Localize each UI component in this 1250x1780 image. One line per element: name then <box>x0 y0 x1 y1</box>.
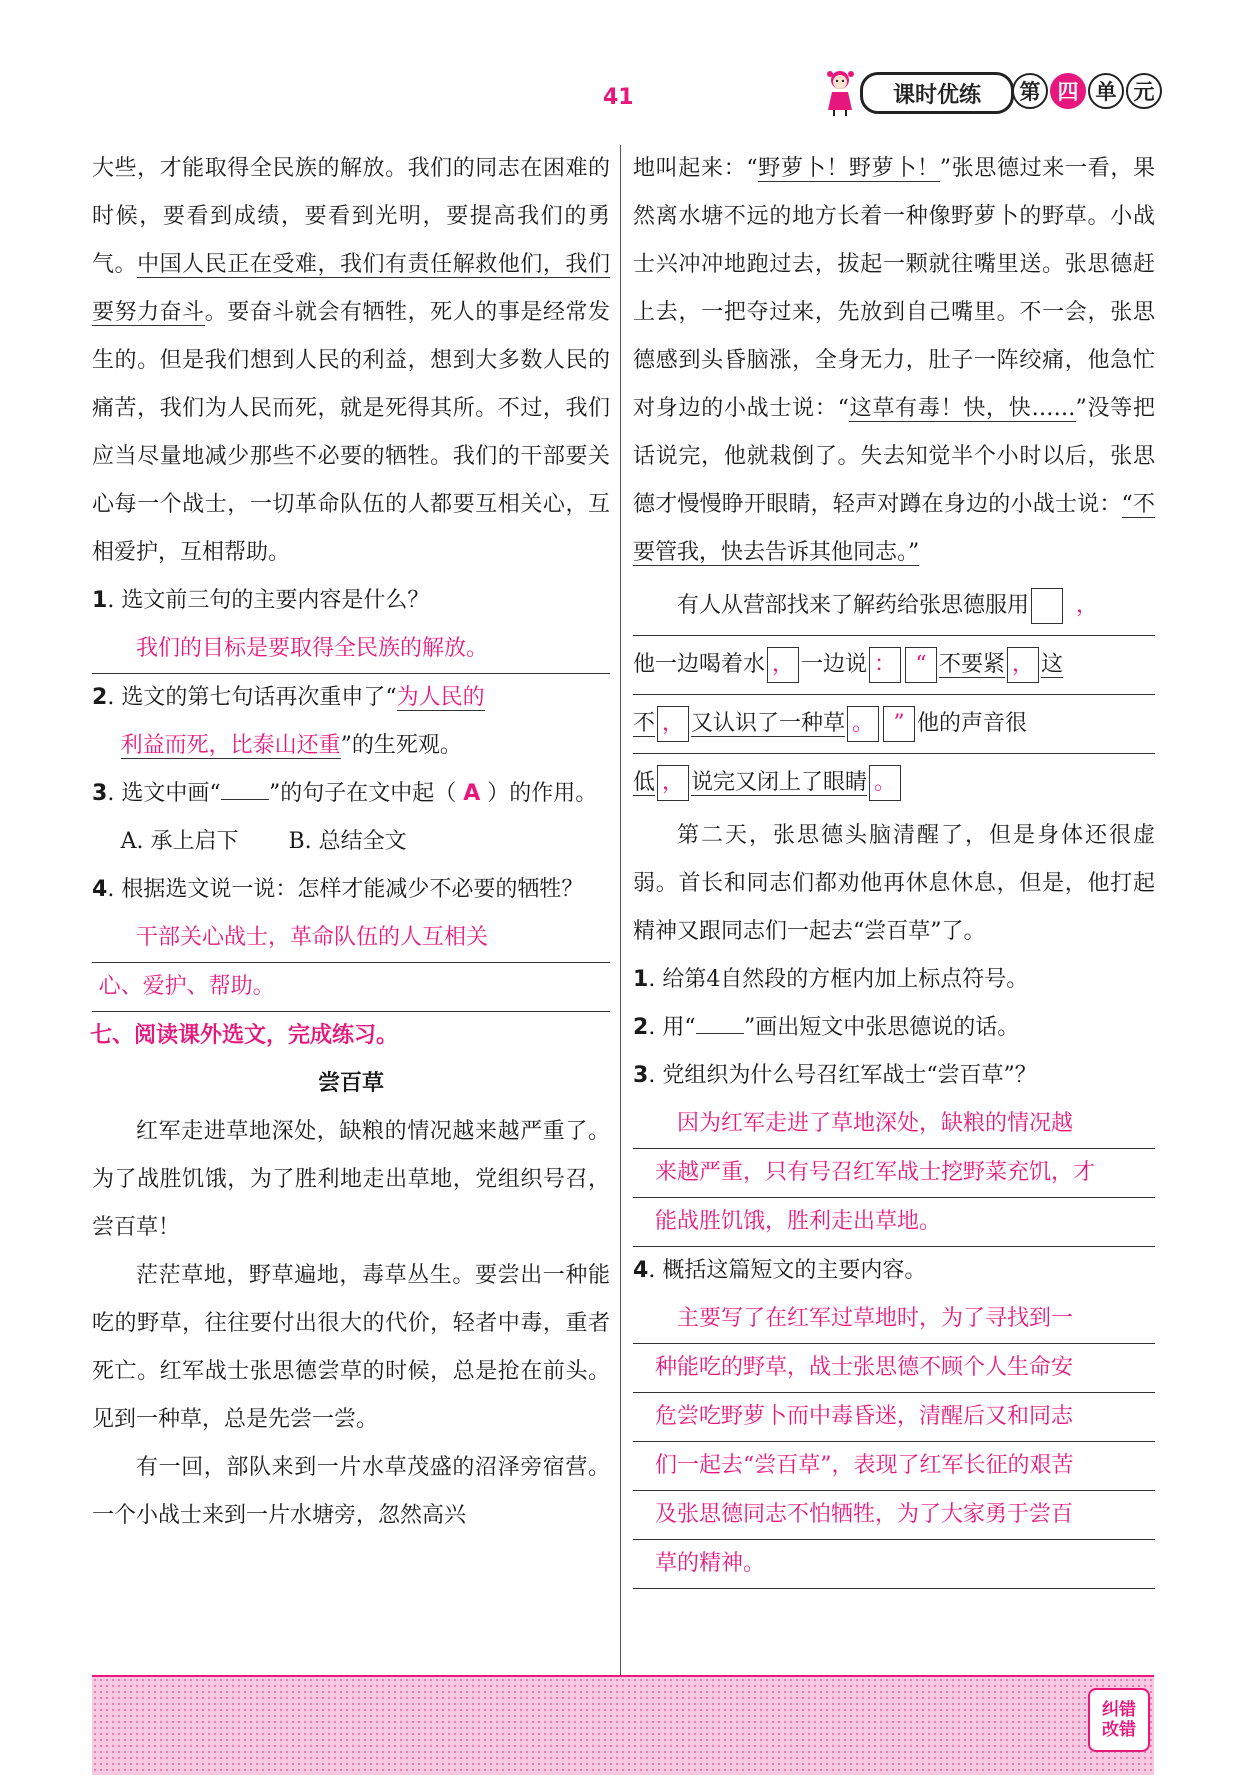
answer-1[interactable]: 我们的目标是要取得全民族的解放。 <box>92 625 610 674</box>
punctuation-box[interactable]: ” <box>883 706 915 742</box>
punctuation-box[interactable]: ， <box>657 765 689 801</box>
page-number: 41 <box>603 85 634 110</box>
notes-band <box>92 1675 1154 1775</box>
underlined-quote: 这草有毒！快，快…… <box>848 396 1076 421</box>
punctuation-box[interactable]: ， <box>767 647 799 683</box>
answer-r4[interactable]: 主要写了在红军过草地时，为了寻找到一 种能吃的野草，战士张思德不顾个人生命安 危尝吃野萝卜而中毒昏迷，清醒后又和同志 们一起去“尝百草”，表现了红军长征的艰苦 及张思德同志不怕牺牲，为了大家勇于尝百 草的精神。 <box>633 1295 1155 1589</box>
header-badge <box>820 66 1155 116</box>
question-3: 3. 选文中画“ ”的句子在文中起（ A ）的作用。 <box>92 781 598 806</box>
answer-2a[interactable]: 为人民的 <box>396 685 485 710</box>
left-column <box>92 145 610 1540</box>
story-paragraph: 红军走进草地深处，缺粮的情况越来越严重了。为了战胜饥饿，为了胜利地走出草地，党组织号召，尝百草！ <box>92 1119 610 1240</box>
column-divider <box>620 145 621 1675</box>
underline-sample <box>696 1033 744 1034</box>
options <box>92 818 610 866</box>
question-1: 1. 选文前三句的主要内容是什么？ <box>92 588 430 613</box>
question-r4: 4. 概括这篇短文的主要内容。 <box>633 1258 927 1283</box>
punctuation-box[interactable]: ， <box>1031 588 1063 624</box>
story-title: 尝百草 <box>317 1071 384 1096</box>
answer-r3[interactable]: 因为红军走进了草地深处，缺粮的情况越 来越严重，只有号召红军战士挖野菜充饥，才 能战胜饥饿，胜利走出草地。 <box>633 1100 1155 1247</box>
unit-char: 元 <box>1126 73 1162 109</box>
question-2: 2. 选文的第七句话再次重申了“为人民的 <box>92 685 485 710</box>
right-column <box>633 145 1155 1589</box>
badge-title: 课时优练 <box>860 72 1014 114</box>
option-a[interactable]: A. 承上启下 <box>120 829 239 854</box>
question-r1: 1. 给第4自然段的方框内加上标点符号。 <box>633 967 1029 992</box>
unit-char: 单 <box>1088 73 1124 109</box>
punctuation-box[interactable]: 。 <box>869 765 901 801</box>
underlined-quote: 野萝卜！野萝卜！ <box>757 156 940 181</box>
option-b[interactable]: B. 总结全文 <box>288 829 407 854</box>
unit-char-number: 四 <box>1050 73 1086 109</box>
punctuation-box[interactable]: ， <box>1007 647 1039 683</box>
error-correction-badge[interactable]: 纠错 改错 <box>1088 1688 1150 1752</box>
answer-3[interactable]: A <box>463 781 481 806</box>
story-paragraph: 第二天，张思德头脑清醒了，但是身体还很虚弱。首长和同志们都劝他再休息休息，但是，他打起精神又跟同志们一起去“尝百草”了。 <box>633 823 1155 944</box>
unit-label <box>1012 74 1162 108</box>
question-2-cont: 利益而死，比泰山还重”的生死观。 <box>120 733 462 758</box>
punctuation-box[interactable]: “ <box>905 647 937 683</box>
question-r2: 2. 用“ ”画出短文中张思德说的话。 <box>633 1015 1020 1040</box>
punctuation-paragraph: 有人从营部找来了解药给张思德服用 ， 他一边喝着水 ， 一边说 ： “ 不要紧 ， 这 不 ， 又认识了一种草 。 ” 他的声音很 低 ， 说完又闭上了眼睛 。 <box>633 577 1155 812</box>
answer-4-line1[interactable]: 干部关心战士，革命队伍的人互相关 <box>92 914 610 963</box>
underlined-sentence: 中国人民正在受难，我们有责任解救他们，我们要努力奋斗 <box>92 252 610 325</box>
story-paragraph: 有一回，部队来到一片水草茂盛的沼泽旁宿营。一个小战士来到一片水塘旁，忽然高兴 <box>92 1455 610 1528</box>
story-paragraph: 茫茫草地，野草遍地，毒草丛生。要尝出一种能吃的野草，往往要付出很大的代价，轻者中毒，重者死亡。红军战士张思德尝草的时候，总是抢在前头。见到一种草，总是先尝一尝。 <box>92 1263 610 1432</box>
underlined-quote: “不要管我，快去告诉其他同志。” <box>633 492 1155 565</box>
girl-mascot-icon <box>820 66 864 116</box>
unit-char: 第 <box>1012 73 1048 109</box>
answer-2b[interactable]: 利益而死，比泰山还重 <box>120 733 341 758</box>
story-paragraph: 地叫起来：“野萝卜！野萝卜！”张思德过来一看，果然离水塘不远的地方长着一种像野萝卜的野草。小战士兴冲冲地跑过去，拔起一颗就往嘴里送。张思德赶上去，一把夺过来，先放到自己嘴里。不一会，张思德感到头昏脑涨，全身无力，肚子一阵绞痛，他急忙对身边的小战士说：“这草有毒！快，快……”没等把话说完，他就栽倒了。失去知觉半个小时以后，张思德才慢慢睁开眼睛，轻声对蹲在身边的小战士说：“不要管我，快去告诉其他同志。” <box>633 156 1155 565</box>
punctuation-box[interactable]: ： <box>869 647 901 683</box>
question-4: 4. 根据选文说一说：怎样才能减少不必要的牺牲？ <box>92 877 584 902</box>
punctuation-box[interactable]: 。 <box>847 706 879 742</box>
section-title: 七、阅读课外选文，完成练习。 <box>90 1023 399 1048</box>
passage-paragraph: 大些，才能取得全民族的解放。我们的同志在困难的时候，要看到成绩，要看到光明，要提高我们的勇气。中国人民正在受难，我们有责任解救他们，我们要努力奋斗。要奋斗就会有牺牲，死人的事是经常发生的。但是我们想到人民的利益，想到大多数人民的痛苦，我们为人民而死，就是死得其所。不过，我们应当尽量地减少那些不必要的牺牲。我们的干部要关心每一个战士，一切革命队伍的人都要互相关心，互相爱护，互相帮助。 <box>92 156 610 565</box>
punctuation-box[interactable]: ， <box>657 706 689 742</box>
underline-sample <box>221 799 269 800</box>
answer-4-line2[interactable]: 心、爱护、帮助。 <box>92 963 610 1012</box>
question-r3: 3. 党组织为什么号召红军战士“尝百草”？ <box>633 1063 1037 1088</box>
